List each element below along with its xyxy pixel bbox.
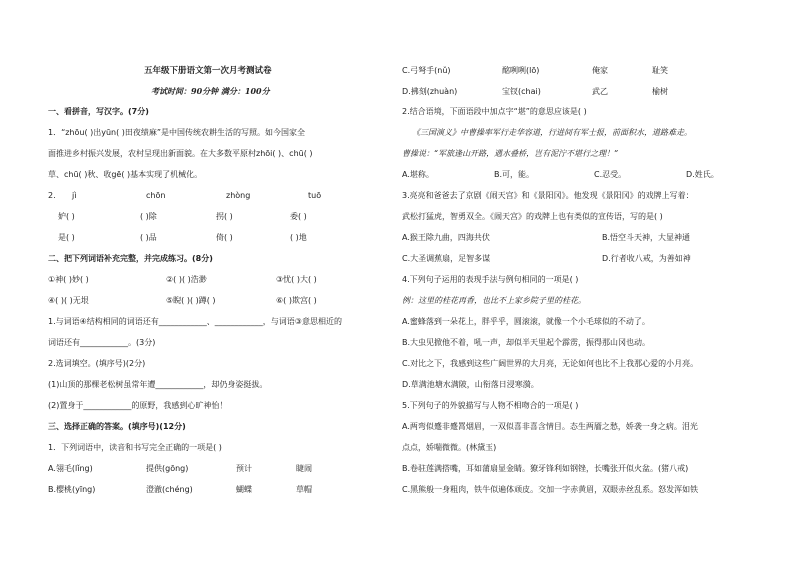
section-3-heading: 三、选择正确的答案。(填序号)(12分) (48, 422, 186, 431)
q2-option: B.可，能。 (494, 170, 535, 179)
q5-option-a-line1: A.两弯似蹙非蹙罥烟眉，一双似喜非喜含情目。态生两靥之愁，娇袭一身之病。泪光 (402, 422, 698, 431)
s1-q2-pinyin: tuō (308, 191, 322, 200)
q2: 2.结合语境，下面语段中加点字“堪”的意思应该是( ) (402, 107, 587, 116)
q2-quote-line2: 曹操说：“军旅逢山开路，遇水叠桥，岂有泥泞不堪行之理！” (402, 149, 619, 158)
section-2-heading: 二、把下列词语补充完整，并完成练习。(8分) (48, 254, 213, 263)
q4-example: 例：这里的桂花再香，也比不上家乡院子里的桂花。 (402, 296, 586, 305)
s1-q2-cell: ( )除 (140, 212, 157, 221)
s2-q1-line2: 词语还有____________。(3分) (48, 338, 156, 347)
s2-q1-line1: 1.与词语④结构相同的词语还有____________、____________，与词语③意思相近的 (48, 317, 342, 326)
s3-q1-option: A.翎毛(lǐng) (48, 464, 93, 473)
q4-option-a: A.蜜蜂落到一朵花上，胖乎乎，圆滚滚，就像一个小毛球似的不动了。 (402, 317, 650, 326)
s3-q1-option: B.樱桃(yīng) (48, 485, 96, 494)
s2-idiom: ①神( )妙( ) (48, 275, 89, 284)
section-1-heading: 一、看拼音，写汉字。(7分) (48, 107, 149, 116)
exam-title: 五年级下册语文第一次月考测试卷 (144, 66, 272, 76)
q3-option: C.大圣调蕉扇，足智多谋 (402, 254, 491, 263)
q5: 5.下列句子的外貌描写与人物不相吻合的一项是( ) (402, 401, 579, 410)
q2-option: A.堪称。 (402, 170, 434, 179)
s2-idiom: ⑥( )欺宫( ) (276, 296, 317, 305)
q1-option: 榆树 (652, 87, 668, 96)
q1-option: D.拂刻(zhuàn) (402, 87, 458, 96)
q2-quote-line1: 《三国演义》中曹操率军行走华容道，行进间有军士报，前面积水，道路难走。 (412, 128, 692, 137)
q1-option: 酩咧咧(lō) (502, 66, 540, 75)
s2-q2-a: (1)山顶的那棵老松树虽常年遭____________，却仍身姿挺拔。 (48, 380, 268, 389)
s1-q1-line1: 1．“zhōu( )出yūn( )田夜绩麻”是中国传统农耕生活的写照。如今国家全 (48, 128, 306, 137)
s2-idiom: ②( )( )浩渺 (166, 275, 207, 284)
q4-option-b: B.大虫见掀他不着，吼一声，却似半天里起个霹雳，振得那山冈也动。 (402, 338, 651, 347)
s1-q2-cell: ( )地 (290, 233, 307, 242)
s3-q1-option: 澄澈(chéng) (146, 485, 193, 494)
q5-option-b: B.卷驻莲满搭嘴，耳如蒲扇显金睛。獠牙锋利如钢锉，长嘴张开似火盆。(猪八戒) (402, 464, 689, 473)
s2-idiom: ④( )( )无垠 (48, 296, 89, 305)
s2-idiom: ③忧( )大( ) (276, 275, 317, 284)
s1-q2-cell: 委( ) (290, 212, 307, 221)
q2-option: D.姓氏。 (686, 170, 719, 179)
q2-option: C.忍受。 (594, 170, 627, 179)
q3-option: B.悟空斗天神，大显神通 (602, 233, 691, 242)
s1-q2-pinyin: chōn (146, 191, 166, 200)
s3-q1-option: 睫闹 (296, 464, 312, 473)
exam-subtitle: 考试时间：90分钟 满分：100分 (151, 86, 270, 96)
s1-q1-line3: 草、chū( )秋、收gē( )基本实现了机械化。 (48, 170, 203, 179)
q1-option: 耻笑 (652, 66, 668, 75)
s2-q2-b: (2)置身于____________的原野，我感到心旷神怡！ (48, 401, 228, 410)
s1-q2-cell: 拐( ) (216, 212, 233, 221)
s3-q1-option: 提供(gōng) (146, 464, 189, 473)
s1-q2-cell: 妒( ) (58, 212, 75, 221)
s3-q1-option: 预计 (236, 464, 252, 473)
q1-option: C.弓弩手(nǔ) (402, 66, 451, 75)
s1-q2-number: 2. (48, 191, 56, 200)
s3-q1-option: 蝴蝶 (236, 485, 252, 494)
s1-q2-cell: 是( ) (58, 233, 75, 242)
q3-option: D.行者收八戒，为善如神 (602, 254, 691, 263)
q5-option-a-line2: 点点，娇喘微微。(林黛玉) (402, 443, 497, 452)
s2-q2: 2.选词填空。(填序号)(2分) (48, 359, 146, 368)
q1-option: 俺家 (592, 66, 608, 75)
s1-q2-cell: 倚( ) (216, 233, 233, 242)
q3-line1: 3.亮亮和爸爸去了京剧《闹天宫》和《景阳冈》。他发现《景阳冈》的戏牌上写着： (402, 191, 694, 200)
q1-option: 武乙 (592, 87, 608, 96)
q4-option-d: D.草满池塘水满陂，山衔落日浸寒漪。 (402, 380, 539, 389)
s2-idiom: ⑤睨( )( )蹲( ) (166, 296, 216, 305)
s3-q1-option: 草帽 (296, 485, 312, 494)
q3-option: A.猴王除九曲，四海共伏 (402, 233, 490, 242)
q1-option: 宝钗(chai) (502, 87, 541, 96)
s3-q1: 1．下列词语中，读音和书写完全正确的一项是( ) (48, 443, 222, 452)
q3-line2: 武松打猛虎，智勇双全。《闹天宫》的戏牌上也有类似的宣传语，写的是( ) (402, 212, 663, 221)
q5-option-c: C.黑熊般一身粗肉，铁牛似遍体顽皮。交加一字赤黄眉，双眼赤丝乱系。怒发浑如铁 (402, 485, 699, 494)
q4-option-c: C.对比之下，我感到这些广阔世界的大月亮，无论如何也比不上我那心爱的小月亮。 (402, 359, 699, 368)
s1-q1-line2: 面推进乡村振兴发展，农村呈现出新面貌。在大多数平原村zhōi( )、chū( ) (48, 149, 313, 158)
q4: 4.下列句子运用的表现手法与例句相同的一项是( ) (402, 275, 579, 284)
s1-q2-pinyin: zhòng (226, 191, 251, 200)
s1-q2-cell: ( )品 (140, 233, 157, 242)
s1-q2-pinyin: jì (72, 191, 77, 200)
